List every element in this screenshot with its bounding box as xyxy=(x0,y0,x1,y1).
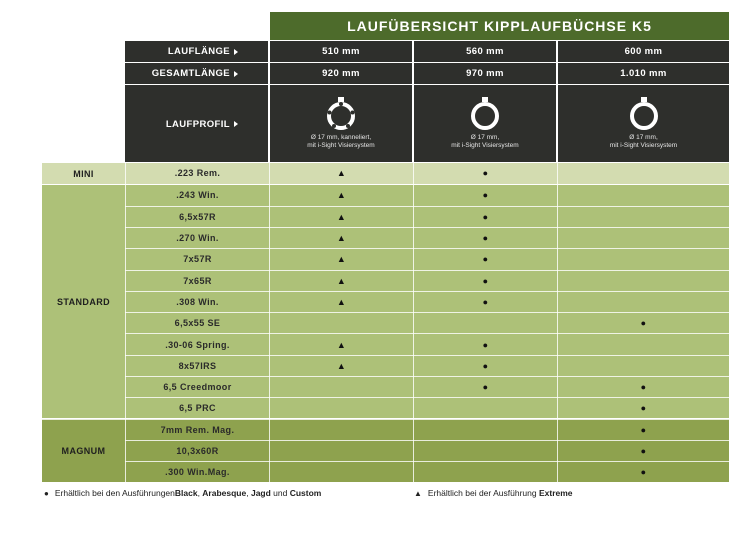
row-divider xyxy=(125,461,729,462)
caliber-cell: .300 Win.Mag. xyxy=(165,467,230,478)
laufprofil-label: LAUFPROFIL xyxy=(125,85,268,162)
caliber-cell: 10,3x60R xyxy=(176,446,219,457)
laufprofil-560 xyxy=(414,85,556,162)
availability-cell: ● xyxy=(482,360,489,371)
availability-cell: ▲ xyxy=(336,275,347,286)
availability-cell xyxy=(414,398,557,418)
barrel-profile-icon xyxy=(470,97,500,131)
lauflaenge-510: 510 mm xyxy=(270,41,412,62)
gesamtlaenge-label: GESAMTLÄNGE xyxy=(125,63,268,84)
legend-tri-text: Erhältlich bei der Ausführung xyxy=(427,488,539,498)
caliber-cell: 8x57IRS xyxy=(178,360,217,371)
row-divider xyxy=(125,376,729,377)
availability-cell: ▲ xyxy=(336,296,347,307)
row-divider xyxy=(125,206,729,207)
arrow-right-icon xyxy=(234,71,238,77)
caliber-cell: 7x65R xyxy=(183,275,212,286)
caliber-cell: 6,5x55 SE xyxy=(174,318,221,329)
caliber-cell: 6,5 PRC xyxy=(179,403,216,414)
availability-cell: ● xyxy=(482,233,489,244)
fluted-barrel-profile-icon xyxy=(326,97,356,131)
availability-cell xyxy=(270,462,413,482)
row-divider xyxy=(42,419,729,420)
legend-arabesque: Arabesque xyxy=(202,488,247,498)
availability-cell: ▲ xyxy=(336,168,347,179)
availability-cell: ● xyxy=(640,446,647,457)
row-divider xyxy=(125,291,729,292)
availability-cell: ● xyxy=(482,339,489,350)
availability-cell xyxy=(414,313,557,333)
laufprofil-text: Ø 17 mm, kanneliert, mit i-Sight Visiersystem xyxy=(307,133,375,149)
lauflaenge-label: LAUFLÄNGE xyxy=(125,41,268,62)
caliber-cell: .30-06 Spring. xyxy=(165,339,230,350)
barrel-profile-icon xyxy=(629,97,659,131)
availability-cell: ● xyxy=(482,275,489,286)
availability-cell xyxy=(414,441,557,461)
availability-cell xyxy=(270,420,413,440)
row-divider xyxy=(125,312,729,313)
availability-cell xyxy=(558,185,729,205)
legend-dot xyxy=(44,488,321,498)
group-standard: STANDARD xyxy=(56,296,111,307)
group-magnum: MAGNUM xyxy=(61,445,106,456)
row-divider xyxy=(125,270,729,271)
caliber-cell: 6,5x57R xyxy=(179,211,216,222)
lauflaenge-560: 560 mm xyxy=(414,41,556,62)
caliber-cell: .270 Win. xyxy=(176,233,219,244)
laufprofil-text: Ø 17 mm, mit i-Sight Visiersystem xyxy=(609,133,678,149)
availability-cell xyxy=(558,228,729,248)
laufprofil-600 xyxy=(558,85,729,162)
availability-cell xyxy=(270,441,413,461)
availability-cell xyxy=(558,292,729,312)
legend-jagd: Jagd xyxy=(250,488,271,498)
availability-cell: ● xyxy=(640,467,647,478)
caliber-cell: 7x57R xyxy=(183,254,212,265)
caliber-cell: 7mm Rem. Mag. xyxy=(160,424,235,435)
legend-sep: , xyxy=(246,488,251,498)
availability-cell: ▲ xyxy=(336,211,347,222)
availability-cell: ● xyxy=(640,318,647,329)
caliber-cell: .308 Win. xyxy=(176,296,219,307)
availability-cell: ● xyxy=(640,403,647,414)
row-divider xyxy=(125,227,729,228)
availability-cell xyxy=(414,462,557,482)
availability-cell xyxy=(270,398,413,418)
availability-cell xyxy=(558,163,729,183)
availability-cell xyxy=(270,313,413,333)
row-divider xyxy=(125,333,729,334)
availability-cell: ● xyxy=(482,211,489,222)
availability-cell: ● xyxy=(482,168,489,179)
legend-sep: , xyxy=(197,488,203,498)
row-divider xyxy=(42,184,729,185)
availability-cell: ● xyxy=(482,296,489,307)
availability-cell: ● xyxy=(482,382,489,393)
availability-cell: ▲ xyxy=(336,254,347,265)
legend-triangle xyxy=(414,488,573,498)
column-divider xyxy=(125,163,126,482)
gesamtlaenge-600: 1.010 mm xyxy=(558,63,729,84)
arrow-right-icon xyxy=(234,49,238,55)
legend-und: und xyxy=(270,488,290,498)
laufprofil-510 xyxy=(270,85,412,162)
row-divider xyxy=(125,440,729,441)
lauflaenge-600: 600 mm xyxy=(558,41,729,62)
availability-cell: ● xyxy=(640,382,647,393)
table-title: LAUFÜBERSICHT KIPPLAUFBÜCHSE K5 xyxy=(270,12,729,40)
availability-cell xyxy=(414,420,557,440)
arrow-right-icon xyxy=(234,121,238,127)
dot-icon: ● xyxy=(44,488,49,498)
gesamtlaenge-510: 920 mm xyxy=(270,63,412,84)
legend-custom: Custom xyxy=(289,488,322,498)
availability-cell xyxy=(558,356,729,376)
row-divider xyxy=(125,248,729,249)
laufprofil-text: Ø 17 mm, mit i-Sight Visiersystem xyxy=(451,133,519,149)
availability-cell: ▲ xyxy=(336,339,347,350)
legend-extreme: Extreme xyxy=(538,488,573,498)
availability-cell xyxy=(558,207,729,227)
legend-dot-text: Erhältlich bei den Ausführungen xyxy=(54,488,175,498)
availability-cell: ▲ xyxy=(336,190,347,201)
caliber-cell: .243 Win. xyxy=(176,190,219,201)
column-divider xyxy=(413,163,414,482)
row-divider xyxy=(125,355,729,356)
row-divider xyxy=(125,397,729,398)
availability-cell xyxy=(558,334,729,354)
availability-cell xyxy=(270,377,413,397)
triangle-icon: ▲ xyxy=(414,488,422,498)
caliber-cell: 6,5 Creedmoor xyxy=(163,382,232,393)
group-mini: MINI xyxy=(73,168,94,179)
caliber-cell: .223 Rem. xyxy=(174,168,221,179)
availability-cell xyxy=(558,271,729,291)
availability-cell: ● xyxy=(482,254,489,265)
availability-cell xyxy=(558,249,729,269)
column-divider xyxy=(269,163,270,482)
gesamtlaenge-560: 970 mm xyxy=(414,63,556,84)
availability-cell: ● xyxy=(640,424,647,435)
availability-cell: ▲ xyxy=(336,360,347,371)
column-divider xyxy=(557,163,558,482)
availability-cell: ▲ xyxy=(336,233,347,244)
availability-cell: ● xyxy=(482,190,489,201)
legend-black: Black xyxy=(174,488,198,498)
